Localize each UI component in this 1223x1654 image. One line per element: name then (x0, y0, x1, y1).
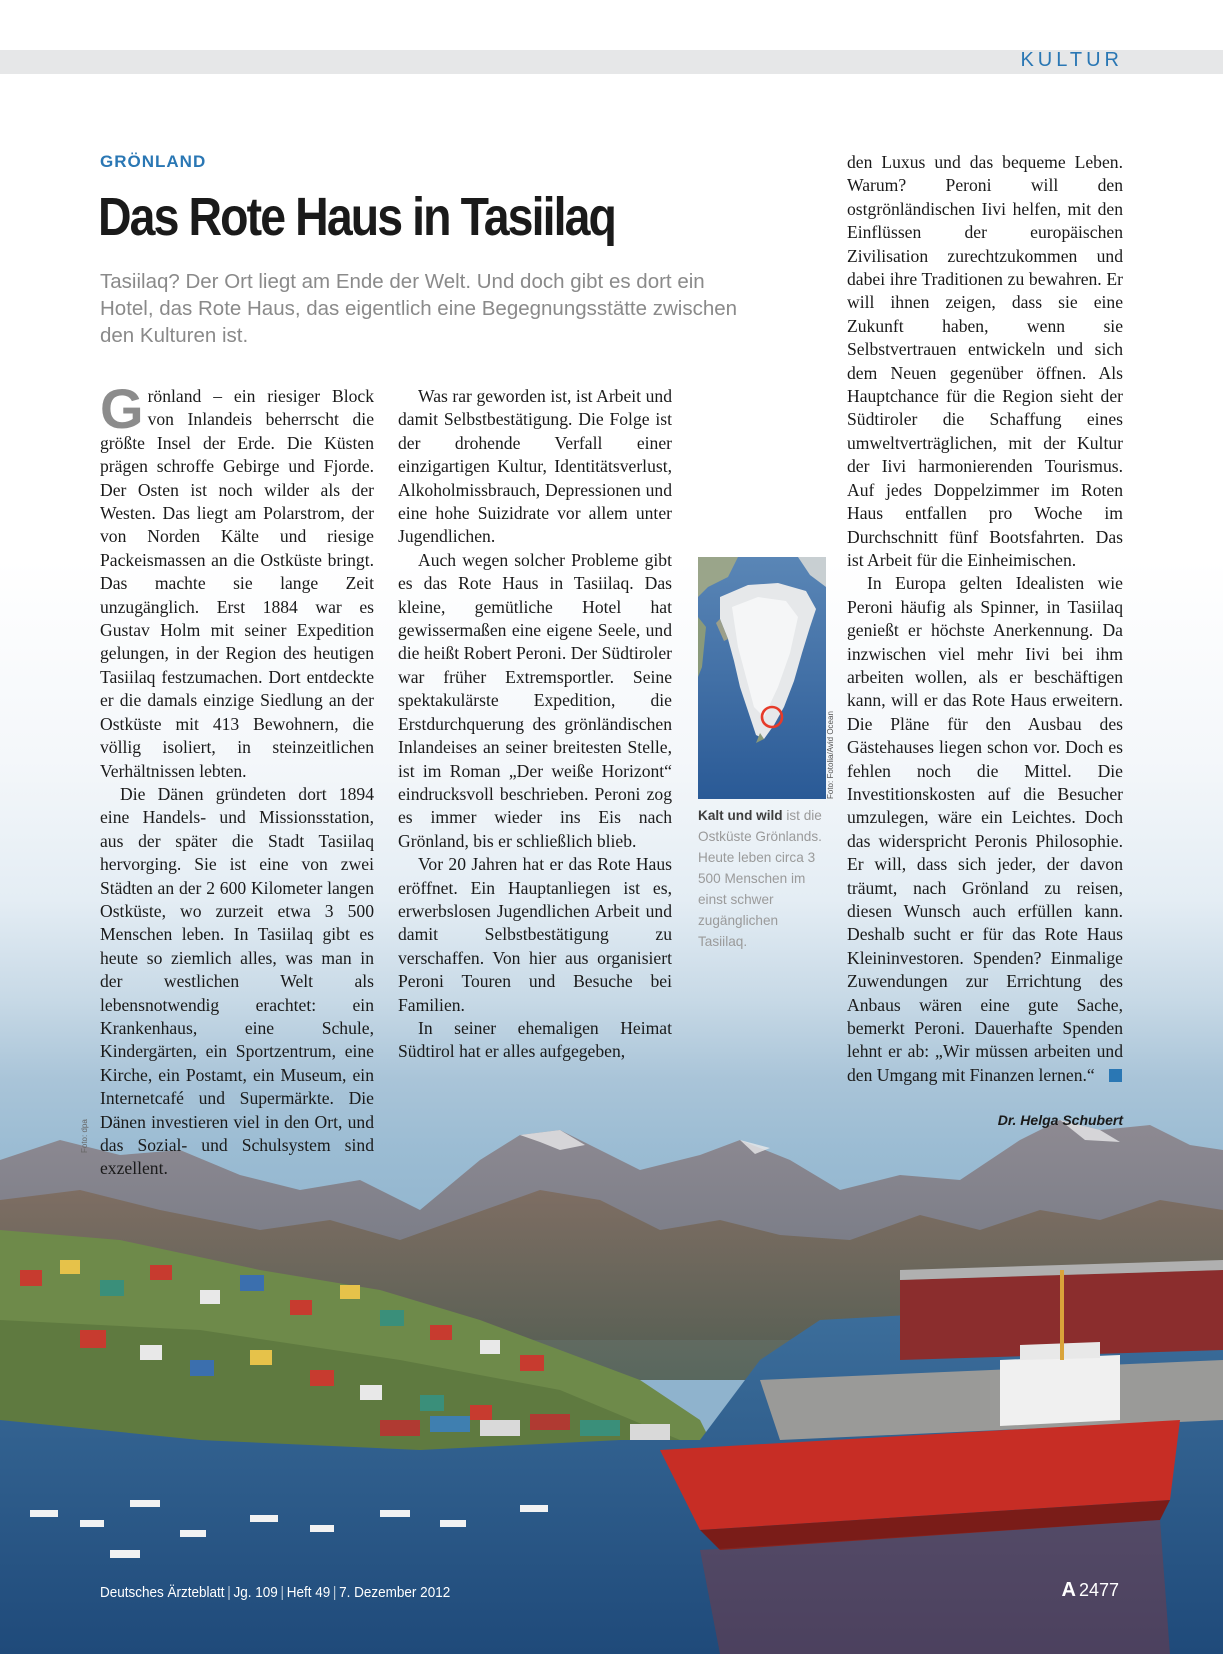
article-column-1 (100, 377, 374, 1181)
author: Dr. Helga Schubert (997, 1112, 1123, 1128)
paragraph: Auch wegen solcher Probleme gibt es das Rote Haus in Tasiilaq. Das kleine, gemütliche Hotel hat gewissermaßen eine eigene Seele, und die heißt Robert Peroni. Der Südtiroler war früher Extremsportler. Seine spektakulärste Expedition, die Erstdurchquerung des grönländischen Inlandeises an seiner breitesten Stelle, ist im Roman „Der weiße Horizont“ eindrucksvoll beschrieben. Peroni zog es immer wieder ins Eis nach Grönland, bis er schließlich blieb. (398, 549, 672, 851)
kicker: GRÖNLAND (100, 152, 207, 171)
issue-date: 7. Dezember 2012 (339, 1584, 451, 1601)
article-title: Das Rote Haus in Tasiilaq (98, 187, 616, 247)
page-prefix: A (1061, 1579, 1076, 1601)
greenland-map (698, 557, 826, 799)
issue: Heft 49 (286, 1584, 331, 1601)
article-lead: Tasiilaq? Der Ort liegt am Ende der Welt. Und doch gibt es dort ein Hotel, das Rote Haus, das eigentlich eine Begegnungsstätte zwischen den Kulturen ist. (100, 270, 738, 347)
paragraph (100, 377, 374, 783)
paragraph: Was rar geworden ist, ist Arbeit und damit Selbstbestätigung. Die Folge ist der drohende Verfall einer einzigartigen Kultur, Identitätsverlust, Alkoholmissbrauch, Depressionen und eine hohe Suizidrate vor allem unter Jugendlichen. (398, 386, 672, 547)
map-caption (698, 805, 830, 952)
photo-credit: Foto: dpa (80, 1119, 89, 1153)
paragraph (847, 572, 1123, 1087)
article-column-2 (398, 385, 672, 1064)
paragraph-text: In Europa gelten Idealisten wie Peroni häufig als Spinner, in Tasiilaq genießt er höchste Anerkennung. Da inzwischen viel mehr Iivi bei ihm arbeiten wollen, als er beschäftigen kann, will er das Rote Haus erweitern. Die Pläne für den Ausbau des Gästehauses liegen schon vor. Doch es fehlen noch die Mittel. Die Investitionskosten auf die Besucher umzulegen, wäre ein Leichtes. Doch das widerspricht Peronis Philosophie. Er will, dass sich jeder, der davon träumt, nach Grönland zu reisen, diesen Wunsch auch erfüllen kann. Deshalb sucht er für das Rote Haus Kleininvestoren. Spenden? Einmalige Zuwendungen zur Errichtung des Anbaus wären eine gute Sache, bemerkt Peroni. Dauerhafte Spenden lehnt er ab: „Wir müssen arbeiten und den Umgang mit Finanzen lernen.“ (847, 573, 1123, 1085)
article-column-3 (847, 151, 1123, 1087)
paragraph: Vor 20 Jahren hat er das Rote Haus eröffnet. Ein Hauptanliegen ist es, erwerbslosen Jugendlichen Arbeit und damit Selbstbestätigung zu verschaffen. Von hier aus organisiert Peroni Touren und Besuche bei Familien. (398, 854, 672, 1015)
paragraph: In seiner ehemaligen Heimat Südtirol hat er alles aufgegeben, (398, 1017, 672, 1062)
section-label: KULTUR (1020, 49, 1123, 71)
journal-name: Deutsches Ärzteblatt (100, 1584, 225, 1601)
volume: Jg. 109 (233, 1584, 278, 1601)
caption-bold: Kalt und wild (698, 808, 783, 823)
paragraph-text: rönland – ein riesiger Block von Inlandeis beherrscht die größte Insel der Erde. Die Küsten prägen schroffe Gebirge und Fjorde. Der Osten ist noch wilder als der Westen. Das liegt am Polarstrom, der von Norden Kälte und riesige Packeismassen an die Ostküste bringt. Das machte sie lange Zeit unzugänglich. Erst 1884 war es Gustav Holm mit seiner Expedition gelungen, in der Region des heutigen Tasiilaq festzumachen. Dort entdeckte er die damals einzige Siedlung an der Ostküste mit 413 Bewohnern, die völlig isoliert, in steinzeitlichen Verhältnissen lebten. (100, 386, 374, 781)
paragraph: den Luxus und das bequeme Leben. Warum? Peroni will den ostgrönländischen Iivi helfen, mit den Einflüssen der europäischen Zivilisation zurechtzukommen und dabei ihre Traditionen zu bewahren. Er will ihnen zeigen, dass sie eine Zukunft haben, wenn sie Selbstvertrauen entwickeln und sich dem Neuen gegenüber öffnen. Als Hauptchance für die Region sieht der Südtiroler die Schaffung eines umweltverträglichen, mit der Kultur der Iivi harmonierenden Tourismus. Auf jedes Doppelzimmer im Roten Haus entfallen pro Woche im Durchschnitt fünf Bootsfahrten. Das ist Arbeit für die Einheimischen. (847, 152, 1123, 570)
footer-citation: Deutsches Ärzteblatt | Jg. 109 | Heft 49 | 7. Dezember 2012 (100, 1584, 451, 1601)
harbor-photo (0, 1120, 1223, 1654)
end-mark-icon (1109, 1069, 1122, 1082)
drop-cap: G (100, 377, 144, 440)
page-number (1062, 1579, 1120, 1602)
map-photo-credit: Foto: Fotolia/Avid Ocean (826, 711, 835, 799)
page-number-value: 2477 (1078, 1580, 1119, 1600)
caption-text: ist die Ostküste Grönlands. Heute leben circa 3 500 Menschen im einst schwer zugänglichen Tasiilaq. (698, 808, 822, 949)
paragraph: Die Dänen gründeten dort 1894 eine Handels- und Missionsstation, aus der später die Stadt Tasiilaq hervorging. Sie ist eine von zwei Städten an der 2 600 Kilometer langen Ostküste, wo zurzeit etwa 3 500 Menschen leben. In Tasiilaq gibt es heute so ziemlich alles, was man in der westlichen Welt als lebensnotwendig erachtet: ein Krankenhaus, eine Schule, Kindergärten, ein Sportzentrum, eine Kirche, ein Postamt, ein Museum, ein Internetcafé und Supermärkte. Die Dänen investieren viel in den Ort, und das Sozial- und Schulsystem sind exzellent. (100, 783, 374, 1179)
